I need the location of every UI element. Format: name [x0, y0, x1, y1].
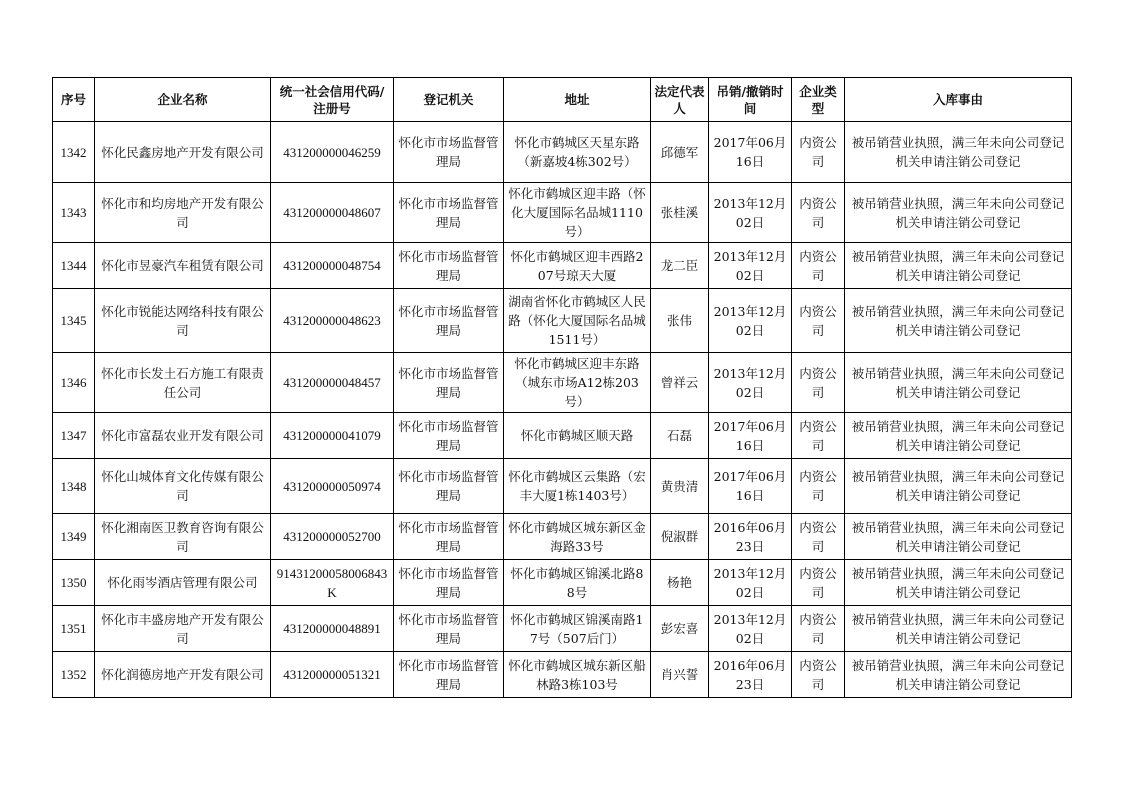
cell-name: 怀化雨岑酒店管理有限公司	[95, 560, 271, 606]
cell-name: 怀化山城体育文化传媒有限公司	[95, 459, 271, 514]
table-row	[53, 122, 1072, 183]
cell-rep: 曾祥云	[651, 353, 709, 413]
table-row	[53, 459, 1072, 514]
cell-address: 怀化市鹤城区天星东路（新嘉坡4栋302号）	[504, 122, 651, 183]
cell-type: 内资公司	[792, 560, 845, 606]
header-reason: 入库事由	[845, 78, 1072, 122]
cell-no: 1342	[53, 122, 95, 183]
cell-name: 怀化湘南医卫教育咨询有限公司	[95, 514, 271, 560]
cell-address: 怀化市鹤城区云集路（宏丰大厦1栋1403号）	[504, 459, 651, 514]
cell-address: 怀化市鹤城区迎丰东路（城东市场A12栋203号）	[504, 353, 651, 413]
cell-name: 怀化市丰盛房地产开发有限公司	[95, 606, 271, 652]
cell-authority: 怀化市市场监督管理局	[394, 289, 504, 353]
cell-code: 431200000051321	[271, 652, 394, 698]
cell-rep: 倪淑群	[651, 514, 709, 560]
table-row	[53, 652, 1072, 698]
cell-authority: 怀化市市场监督管理局	[394, 183, 504, 243]
cell-rep: 张伟	[651, 289, 709, 353]
cell-name: 怀化市锐能达网络科技有限公司	[95, 289, 271, 353]
cell-type: 内资公司	[792, 289, 845, 353]
cell-code: 431200000048754	[271, 243, 394, 289]
cell-reason: 被吊销营业执照，满三年未向公司登记机关申请注销公司登记	[845, 514, 1072, 560]
cell-name: 怀化市和均房地产开发有限公司	[95, 183, 271, 243]
cell-name: 怀化润德房地产开发有限公司	[95, 652, 271, 698]
cell-time: 2017年06月16日	[709, 413, 792, 459]
cell-time: 2017年06月16日	[709, 459, 792, 514]
cell-name: 怀化市富磊农业开发有限公司	[95, 413, 271, 459]
table-row	[53, 243, 1072, 289]
cell-no: 1344	[53, 243, 95, 289]
cell-rep: 肖兴誓	[651, 652, 709, 698]
cell-authority: 怀化市市场监督管理局	[394, 243, 504, 289]
cell-rep: 彭宏喜	[651, 606, 709, 652]
cell-reason: 被吊销营业执照，满三年未向公司登记机关申请注销公司登记	[845, 353, 1072, 413]
cell-reason: 被吊销营业执照，满三年未向公司登记机关申请注销公司登记	[845, 560, 1072, 606]
header-time: 吊销/撤销时间	[709, 78, 792, 122]
cell-authority: 怀化市市场监督管理局	[394, 353, 504, 413]
header-address: 地址	[504, 78, 651, 122]
cell-code: 431200000048607	[271, 183, 394, 243]
cell-name: 怀化市长发土石方施工有限责任公司	[95, 353, 271, 413]
header-authority: 登记机关	[394, 78, 504, 122]
cell-time: 2013年12月02日	[709, 560, 792, 606]
cell-type: 内资公司	[792, 243, 845, 289]
cell-code: 431200000048457	[271, 353, 394, 413]
header-code: 统一社会信用代码/注册号	[271, 78, 394, 122]
header-no: 序号	[53, 78, 95, 122]
table-row	[53, 560, 1072, 606]
cell-time: 2013年12月02日	[709, 183, 792, 243]
cell-time: 2013年12月02日	[709, 606, 792, 652]
cell-time: 2013年12月02日	[709, 353, 792, 413]
cell-code: 431200000048623	[271, 289, 394, 353]
cell-rep: 张桂溪	[651, 183, 709, 243]
cell-reason: 被吊销营业执照，满三年未向公司登记机关申请注销公司登记	[845, 606, 1072, 652]
cell-rep: 龙二臣	[651, 243, 709, 289]
cell-type: 内资公司	[792, 122, 845, 183]
cell-rep: 杨艳	[651, 560, 709, 606]
cell-type: 内资公司	[792, 459, 845, 514]
cell-code: 431200000041079	[271, 413, 394, 459]
cell-rep: 黄贵清	[651, 459, 709, 514]
cell-address: 怀化市鹤城区城东新区金海路33号	[504, 514, 651, 560]
table-row	[53, 413, 1072, 459]
cell-type: 内资公司	[792, 353, 845, 413]
cell-time: 2013年12月02日	[709, 289, 792, 353]
cell-rep: 石磊	[651, 413, 709, 459]
cell-type: 内资公司	[792, 183, 845, 243]
cell-address: 怀化市鹤城区顺天路	[504, 413, 651, 459]
cell-reason: 被吊销营业执照，满三年未向公司登记机关申请注销公司登记	[845, 459, 1072, 514]
cell-address: 怀化市鹤城区迎丰路（怀化大厦国际名品城1110号）	[504, 183, 651, 243]
cell-time: 2017年06月16日	[709, 122, 792, 183]
cell-code: 431200000050974	[271, 459, 394, 514]
header-rep: 法定代表人	[651, 78, 709, 122]
cell-address: 怀化市鹤城区迎丰西路207号琼天大厦	[504, 243, 651, 289]
cell-no: 1346	[53, 353, 95, 413]
cell-code: 431200000048891	[271, 606, 394, 652]
header-name: 企业名称	[95, 78, 271, 122]
cell-name: 怀化民鑫房地产开发有限公司	[95, 122, 271, 183]
cell-no: 1347	[53, 413, 95, 459]
cell-address: 怀化市鹤城区城东新区船林路3栋103号	[504, 652, 651, 698]
table-row	[53, 606, 1072, 652]
header-type: 企业类型	[792, 78, 845, 122]
cell-address: 怀化市鹤城区锦溪北路88号	[504, 560, 651, 606]
cell-reason: 被吊销营业执照，满三年未向公司登记机关申请注销公司登记	[845, 652, 1072, 698]
cell-reason: 被吊销营业执照，满三年未向公司登记机关申请注销公司登记	[845, 183, 1072, 243]
cell-reason: 被吊销营业执照，满三年未向公司登记机关申请注销公司登记	[845, 243, 1072, 289]
table-header-row	[53, 78, 1072, 122]
cell-authority: 怀化市市场监督管理局	[394, 652, 504, 698]
table-row	[53, 289, 1072, 353]
cell-name: 怀化市昱豪汽车租赁有限公司	[95, 243, 271, 289]
cell-code: 431200000046259	[271, 122, 394, 183]
cell-authority: 怀化市市场监督管理局	[394, 459, 504, 514]
cell-authority: 怀化市市场监督管理局	[394, 560, 504, 606]
cell-authority: 怀化市市场监督管理局	[394, 413, 504, 459]
cell-type: 内资公司	[792, 606, 845, 652]
cell-type: 内资公司	[792, 514, 845, 560]
cell-no: 1348	[53, 459, 95, 514]
cell-code: 91431200058006843K	[271, 560, 394, 606]
cell-address: 怀化市鹤城区锦溪南路17号（507后门）	[504, 606, 651, 652]
cell-type: 内资公司	[792, 413, 845, 459]
cell-authority: 怀化市市场监督管理局	[394, 122, 504, 183]
cell-time: 2016年06月23日	[709, 514, 792, 560]
cell-time: 2016年06月23日	[709, 652, 792, 698]
cell-reason: 被吊销营业执照，满三年未向公司登记机关申请注销公司登记	[845, 122, 1072, 183]
revoked-enterprise-table	[52, 77, 1072, 698]
table-row	[53, 183, 1072, 243]
table-row	[53, 353, 1072, 413]
cell-reason: 被吊销营业执照，满三年未向公司登记机关申请注销公司登记	[845, 413, 1072, 459]
cell-no: 1352	[53, 652, 95, 698]
cell-no: 1351	[53, 606, 95, 652]
cell-time: 2013年12月02日	[709, 243, 792, 289]
cell-no: 1349	[53, 514, 95, 560]
cell-no: 1345	[53, 289, 95, 353]
cell-no: 1350	[53, 560, 95, 606]
cell-code: 431200000052700	[271, 514, 394, 560]
cell-no: 1343	[53, 183, 95, 243]
cell-rep: 邱德军	[651, 122, 709, 183]
cell-reason: 被吊销营业执照，满三年未向公司登记机关申请注销公司登记	[845, 289, 1072, 353]
table-row	[53, 514, 1072, 560]
cell-authority: 怀化市市场监督管理局	[394, 514, 504, 560]
cell-type: 内资公司	[792, 652, 845, 698]
cell-address: 湖南省怀化市鹤城区人民路（怀化大厦国际名品城1511号）	[504, 289, 651, 353]
cell-authority: 怀化市市场监督管理局	[394, 606, 504, 652]
